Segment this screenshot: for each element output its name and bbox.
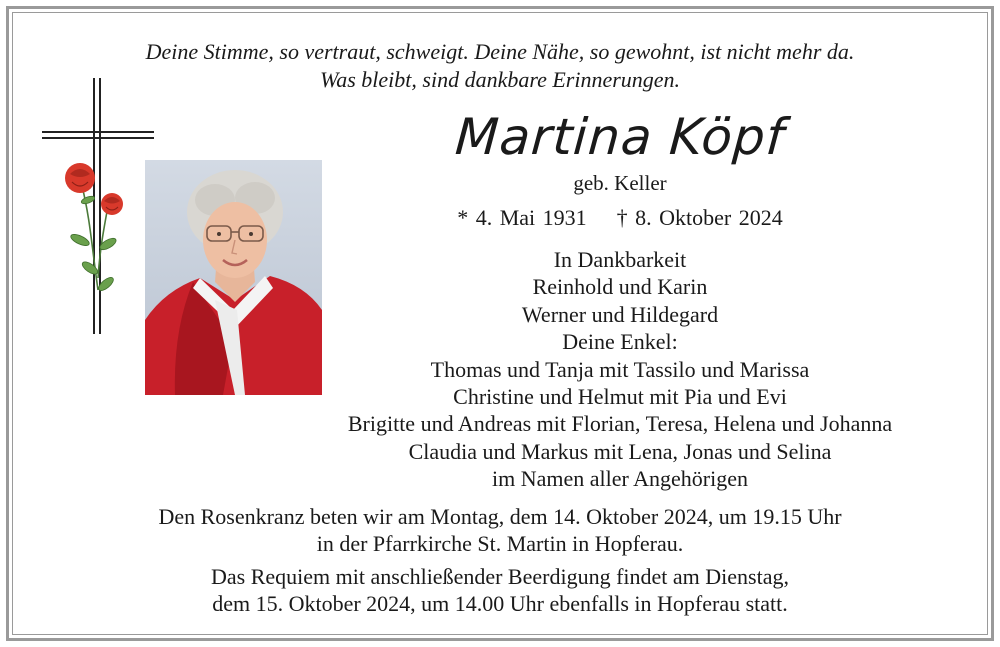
mourner-line: Claudia und Markus mit Lena, Jonas und Selina: [408, 438, 832, 464]
death-date: † 8. Oktober 2024: [616, 205, 783, 230]
maiden-name: geb. Keller: [573, 171, 667, 195]
mourner-line: Christine und Helmut mit Pia und Evi: [453, 384, 787, 410]
requiem-line-1: Das Requiem mit anschließender Beerdigung findet am Dienstag,: [211, 564, 789, 589]
deceased-name: Martina Köpf: [453, 108, 787, 166]
mourners-list: [270, 246, 970, 493]
mourner-line: im Namen aller Angehörigen: [492, 466, 748, 492]
motto-line-1: Deine Stimme, so vertraut, schweigt. Deine Nähe, so gewohnt, ist nicht mehr da.: [145, 39, 855, 64]
requiem-line-2: dem 15. Oktober 2024, um 14.00 Uhr ebenfalls in Hopferau statt.: [212, 591, 788, 616]
cross-with-roses-icon: [42, 78, 154, 334]
mourner-line: Reinhold und Karin: [532, 274, 708, 300]
mourner-line: Werner und Hildegard: [521, 301, 719, 327]
motto-line-2: Was bleibt, sind dankbare Erinnerungen.: [319, 67, 681, 92]
mourner-line: Deine Enkel:: [562, 329, 678, 355]
mourner-line: Brigitte und Andreas mit Florian, Teresa, Helena und Johanna: [347, 411, 893, 437]
birth-date: * 4. Mai 1931: [457, 205, 587, 230]
mourner-line: Thomas und Tanja mit Tassilo und Marissa: [430, 356, 810, 382]
rosary-line-1: Den Rosenkranz beten wir am Montag, dem 14. Oktober 2024, um 19.15 Uhr: [158, 504, 842, 529]
mourner-line: In Dankbarkeit: [553, 247, 687, 272]
rosary-line-2: in der Pfarrkirche St. Martin in Hopferau.: [316, 531, 684, 556]
rosary-notice: [0, 503, 1000, 557]
life-dates: [420, 205, 820, 231]
requiem-notice: [0, 563, 1000, 617]
